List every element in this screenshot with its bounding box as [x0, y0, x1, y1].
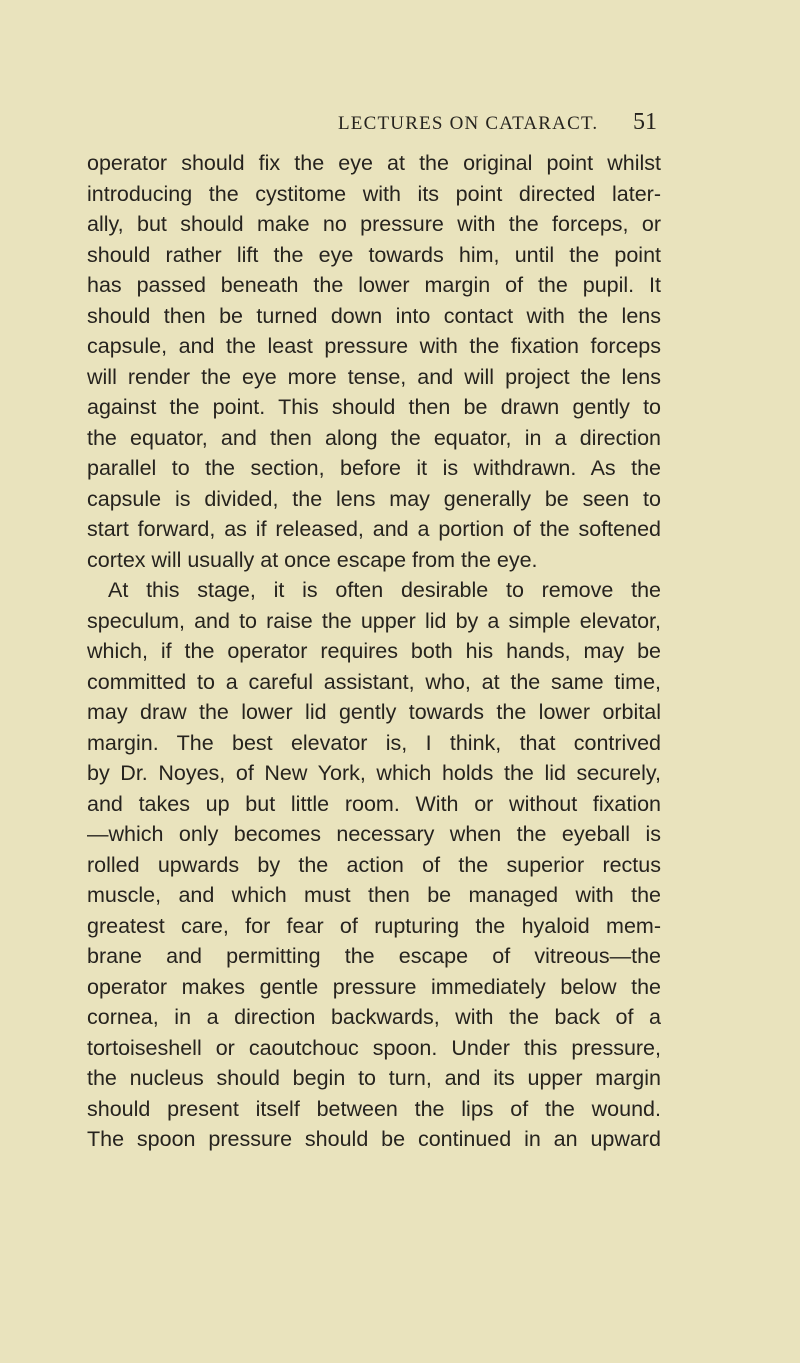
text-line: start forward, as if released, and a portion of the softened	[87, 517, 661, 541]
text-line: will render the eye more tense, and will project the lens	[87, 364, 661, 389]
text-line: introducing the cystitome with its point directed later-	[87, 181, 661, 206]
body-text	[87, 148, 661, 1155]
text-line: should present itself between the lips of the wound.	[87, 1096, 661, 1121]
text-line: capsule is divided, the lens may generally be seen to	[87, 486, 661, 511]
text-line: operator should fix the eye at the original point whilst	[87, 151, 661, 175]
text-line: should rather lift the eye towards him, until the point	[87, 242, 661, 267]
text-line: may draw the lower lid gently towards the lower orbital	[87, 700, 661, 724]
text-line: cortex will usually at once escape from the eye.	[87, 547, 538, 572]
text-line: ally, but should make no pressure with the forceps, or	[87, 212, 661, 236]
text-line: against the point. This should then be drawn gently to	[87, 395, 661, 419]
text-line: brane and permitting the escape of vitreous—the	[87, 944, 661, 968]
text-line: committed to a careful assistant, who, at the same time,	[87, 669, 661, 694]
text-line: capsule, and the least pressure with the fixation forceps	[87, 334, 661, 358]
text-line: rolled upwards by the action of the superior rectus	[87, 852, 661, 877]
text-line: operator makes gentle pressure immediately below the	[87, 974, 661, 999]
text-line: should then be turned down into contact with the lens	[87, 303, 661, 328]
text-line: muscle, and which must then be managed with the	[87, 883, 661, 907]
text-line: —which only becomes necessary when the eyeball is	[87, 822, 661, 846]
text-line: which, if the operator requires both his hands, may be	[87, 639, 661, 663]
text-line: margin. The best elevator is, I think, that contrived	[87, 730, 661, 755]
text-line: cornea, in a direction backwards, with the back of a	[87, 1005, 661, 1029]
page-number: 51	[633, 109, 657, 135]
running-head-title: LECTURES ON CATARACT.	[338, 113, 599, 134]
text-line: tortoiseshell or caoutchouc spoon. Under this pressure,	[87, 1035, 661, 1060]
text-line: by Dr. Noyes, of New York, which holds the lid securely,	[87, 761, 661, 785]
text-line: parallel to the section, before it is withdrawn. As the	[87, 456, 661, 480]
text-line: At this stage, it is often desirable to remove the	[108, 578, 661, 602]
text-line: has passed beneath the lower margin of the pupil. It	[87, 273, 661, 297]
text-line: the equator, and then along the equator, in a direction	[87, 425, 661, 450]
text-line: The spoon pressure should be continued in an upward	[87, 1127, 661, 1151]
running-head	[0, 109, 800, 143]
text-line: the nucleus should begin to turn, and its upper margin	[87, 1066, 661, 1090]
text-line: speculum, and to raise the upper lid by a simple elevator,	[87, 608, 661, 633]
text-line: and takes up but little room. With or without fixation	[87, 791, 661, 816]
text-line: greatest care, for fear of rupturing the hyaloid mem-	[87, 913, 661, 938]
